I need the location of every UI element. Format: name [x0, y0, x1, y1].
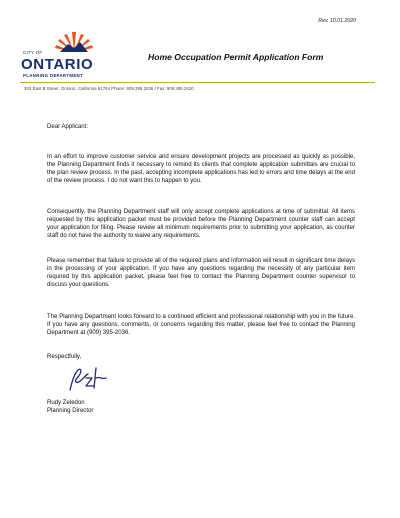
- signer-block: [47, 399, 93, 415]
- department-address: 303 East B Street, Ontario, California 91764 Phone: 909.395.2036 / Fax: 909.395.2420: [24, 86, 194, 91]
- letter-paragraph-2: Consequently, the Planning Department staff will only accept complete applications at time of submittal. All items requested by this application packet must be provided before the Planning Department counter staff can accept your application for filing. Please review all minimum requirements prior to submitting your application, as counter staff do not have the authority to waive any requirements.: [47, 209, 355, 240]
- letter-closing: Respectfully,: [47, 354, 82, 360]
- city-logo: [20, 30, 100, 80]
- logo-ontario: ONTARIO: [21, 56, 94, 73]
- letter-paragraph-1: In an effort to improve customer service and ensure development projects are processed as quickly as possible, the Planning Department finds it necessary to remind its clients that complete application submittals are crucial to the plan review process. In the past, accepting incomplete applications has led to errors and time delays at the end of the review process. I do not want this to happen to you.: [47, 154, 355, 185]
- logo-city-of: CITY OF: [23, 50, 43, 55]
- letter-paragraph-4: The Planning Department looks forward to a continued efficient and professional relationship with you in the future. If you have any questions, comments, or concerns regarding this matter, please feel free to contact the Planning Department at (909) 395-2036.: [47, 314, 355, 337]
- header-divider: [20, 82, 375, 83]
- form-title: Home Occupation Permit Application Form: [148, 52, 324, 62]
- logo-planning-department: PLANNING DEPARTMENT: [23, 73, 84, 78]
- signer-name: Rudy Zeledon: [47, 400, 85, 406]
- letter-greeting: Dear Applicant:: [47, 124, 89, 130]
- revision-label: Rev. 10.01.2020: [318, 18, 356, 24]
- sunburst-icon: [54, 30, 94, 54]
- signer-title: Planning Director: [47, 408, 94, 414]
- letter-paragraph-3: Please remember that failure to provide all of the required plans and information will result in significant time delays in the processing of your application. If you have any questions regarding the necessity of any particular item required by this application packet, please feel free to contact the Planning Department counter supervisor to discuss your questions.: [47, 258, 355, 289]
- signature: [62, 364, 122, 394]
